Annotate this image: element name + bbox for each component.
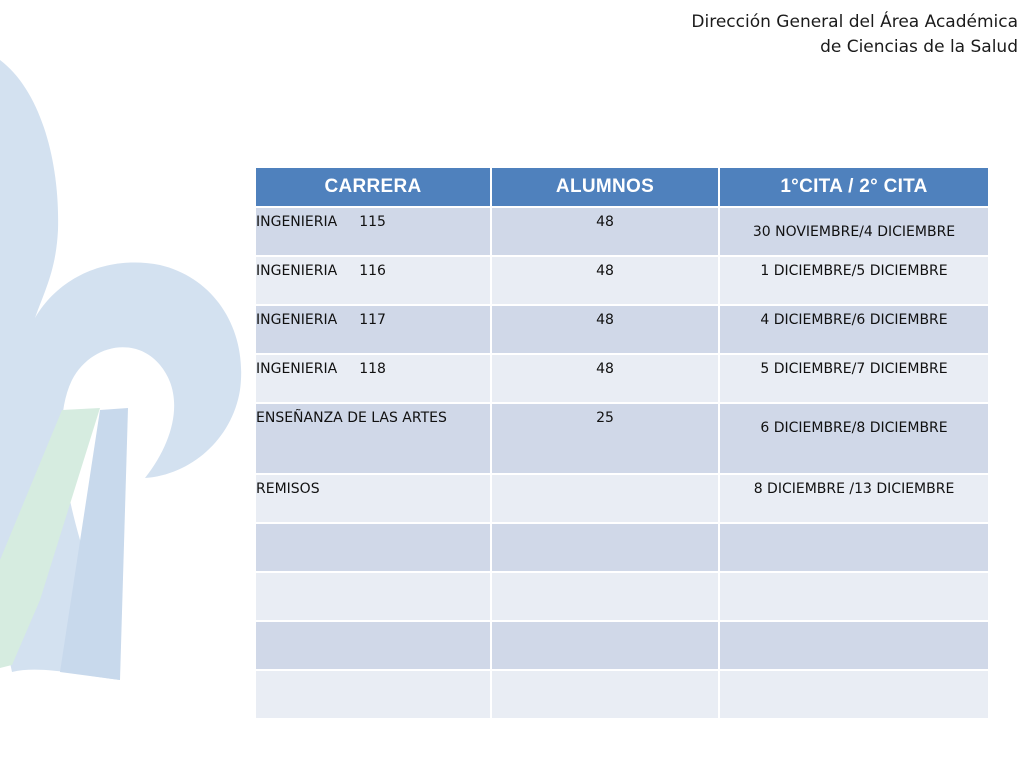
cell-carrera [255, 354, 491, 403]
carrera-name: INGENIERIA [256, 214, 338, 230]
header-line-1: Dirección General del Área Académica [691, 12, 1018, 32]
cell-carrera [255, 305, 491, 354]
cell-citas [719, 572, 989, 621]
carrera-name: INGENIERIA [256, 361, 338, 377]
cell-alumnos [491, 621, 719, 670]
cell-alumnos [491, 523, 719, 572]
table-row [255, 670, 989, 719]
cell-carrera [255, 670, 491, 719]
table-row [255, 621, 989, 670]
cell-alumnos [491, 474, 719, 523]
cell-alumnos: 48 [491, 256, 719, 305]
cell-citas: 8 DICIEMBRE /13 DICIEMBRE [719, 474, 989, 523]
cell-alumnos: 48 [491, 207, 719, 256]
carrera-name: INGENIERIA [256, 263, 338, 279]
carrera-name: INGENIERIA [256, 312, 338, 328]
table-row [255, 403, 989, 474]
cell-citas [719, 621, 989, 670]
cell-alumnos: 48 [491, 354, 719, 403]
cell-alumnos [491, 572, 719, 621]
column-header-carrera: CARRERA [255, 167, 491, 207]
table-row [255, 474, 989, 523]
cell-carrera [255, 256, 491, 305]
carrera-name: ENSEÑANZA DE LAS ARTES [256, 410, 447, 426]
cell-carrera [255, 474, 491, 523]
column-header-alumnos: ALUMNOS [491, 167, 719, 207]
table-header-row [255, 167, 989, 207]
table-row [255, 572, 989, 621]
table-row [255, 256, 989, 305]
cell-carrera [255, 572, 491, 621]
cell-carrera [255, 523, 491, 572]
cell-carrera [255, 207, 491, 256]
cell-alumnos: 25 [491, 403, 719, 474]
table-row [255, 523, 989, 572]
cell-citas: 1 DICIEMBRE/5 DICIEMBRE [719, 256, 989, 305]
appointments-table [254, 166, 990, 720]
header-line-2: de Ciencias de la Salud [820, 37, 1018, 57]
cell-carrera [255, 403, 491, 474]
carrera-name: REMISOS [256, 481, 320, 497]
carrera-number: 117 [359, 312, 386, 328]
table-row [255, 207, 989, 256]
carrera-number: 115 [359, 214, 386, 230]
institution-header [691, 10, 1018, 60]
table-row [255, 354, 989, 403]
cell-citas [719, 523, 989, 572]
cell-citas: 5 DICIEMBRE/7 DICIEMBRE [719, 354, 989, 403]
cell-alumnos: 48 [491, 305, 719, 354]
carrera-number: 116 [359, 263, 386, 279]
cell-citas [719, 670, 989, 719]
carrera-number: 118 [359, 361, 386, 377]
cell-citas: 4 DICIEMBRE/6 DICIEMBRE [719, 305, 989, 354]
cell-citas: 30 NOVIEMBRE/4 DICIEMBRE [719, 207, 989, 256]
table-row [255, 305, 989, 354]
cell-alumnos [491, 670, 719, 719]
cell-citas: 6 DICIEMBRE/8 DICIEMBRE [719, 403, 989, 474]
cell-carrera [255, 621, 491, 670]
column-header-citas: 1°CITA / 2° CITA [719, 167, 989, 207]
